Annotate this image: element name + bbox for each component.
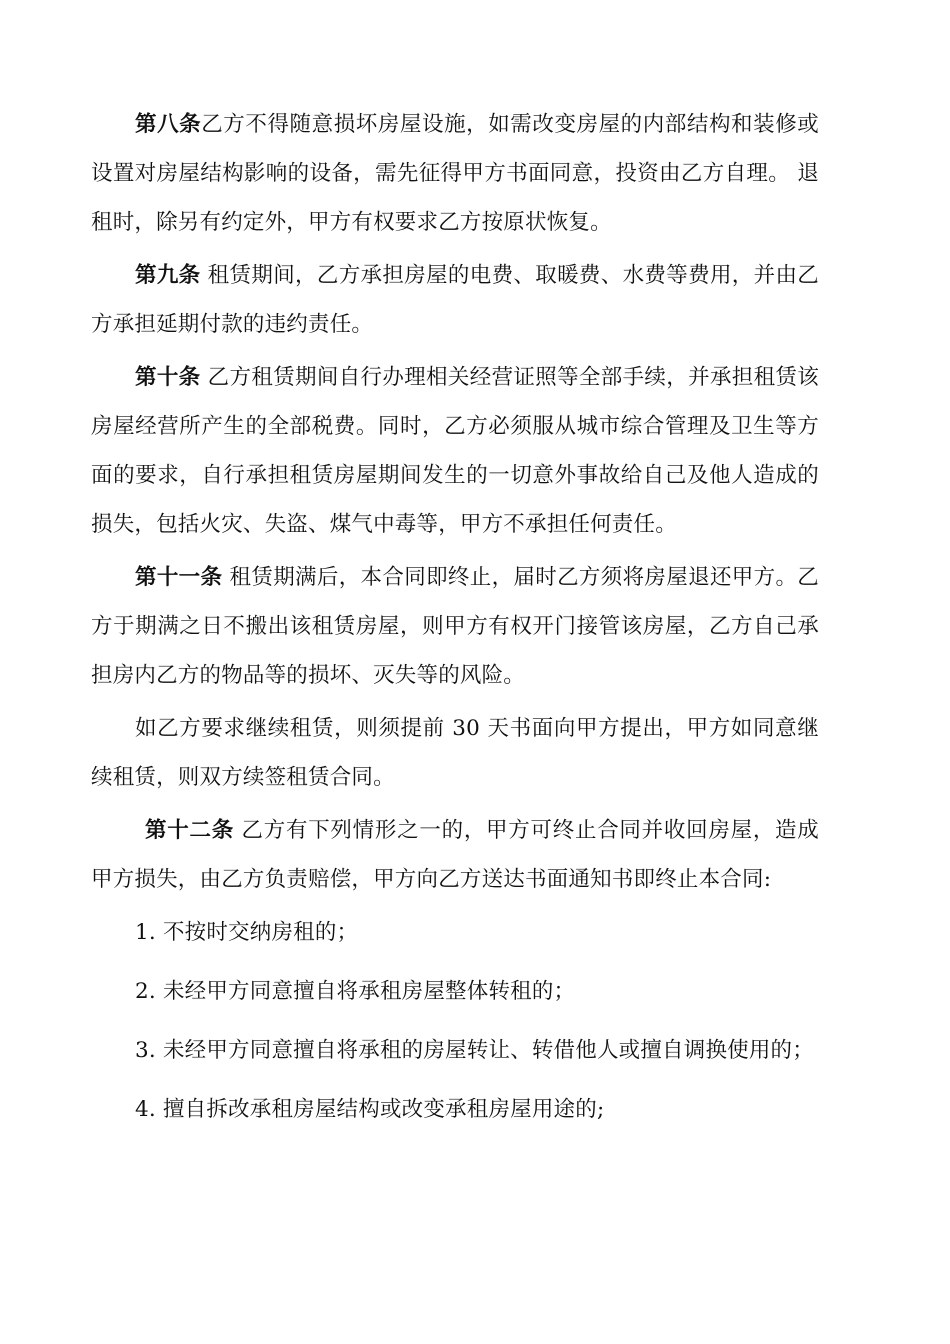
article-11 [91, 553, 819, 700]
article-8 [91, 100, 819, 247]
article-8-text: 乙方不得随意损坏房屋设施，如需改变房屋的内部结构和装修或设置对房屋结构影响的设备，需先征得甲方书面同意，投资由乙方自理。 退租时，除另有约定外，甲方有权要求乙方按原状恢复。 [91, 112, 819, 235]
article-9-heading: 第九条 [135, 263, 201, 288]
article-10-heading: 第十条 [135, 365, 201, 390]
list-item-2: 2. 未经甲方同意擅自将承租房屋整体转租的； [135, 979, 576, 1004]
article-10-text: 乙方租赁期间自行办理相关经营证照等全部手续，并承担租赁该房屋经营所产生的全部税费。同时，乙方必须服从城市综合管理及卫生等方面的要求，自行承担租赁房屋期间发生的一切意外事故给自己及他人造成的损失，包括火灾、失盗、煤气中毒等，甲方不承担任何责任。 [91, 365, 819, 537]
list-item-4: 4. 擅自拆改承租房屋结构或改变承租房屋用途的; [135, 1097, 605, 1122]
article-9-text: 租赁期间，乙方承担房屋的电费、取暖费、水费等费用，并由乙方承担延期付款的违约责任。 [91, 263, 819, 337]
article-8-heading: 第八条 [135, 112, 202, 137]
article-12-heading: 第十二条 [145, 818, 234, 843]
article-11-heading: 第十一条 [135, 565, 223, 590]
list-item-3: 3. 未经甲方同意擅自将承租的房屋转让、转借他人或擅自调换使用的； [135, 1038, 814, 1063]
article-10 [91, 353, 819, 549]
article-12-text: 乙方有下列情形之一的，甲方可终止合同并收回房屋，造成甲方损失，由乙方负责赔偿，甲方向乙方送达书面通知书即终止本合同: [91, 818, 819, 892]
article-9 [91, 251, 819, 349]
document-body [91, 100, 819, 1144]
article-11-continuation-text: 如乙方要求继续租赁，则须提前 30 天书面向甲方提出，甲方如同意继续租赁，则双方续签租赁合同。 [91, 716, 819, 790]
article-11-continuation [91, 704, 819, 802]
list-item-1: 1. 不按时交纳房租的； [135, 920, 359, 945]
article-11-text: 租赁期满后，本合同即终止，届时乙方须将房屋退还甲方。乙方于期满之日不搬出该租赁房屋，则甲方有权开门接管该房屋，乙方自己承担房内乙方的物品等的损坏、灭失等的风险。 [91, 565, 819, 688]
article-12 [91, 806, 819, 904]
